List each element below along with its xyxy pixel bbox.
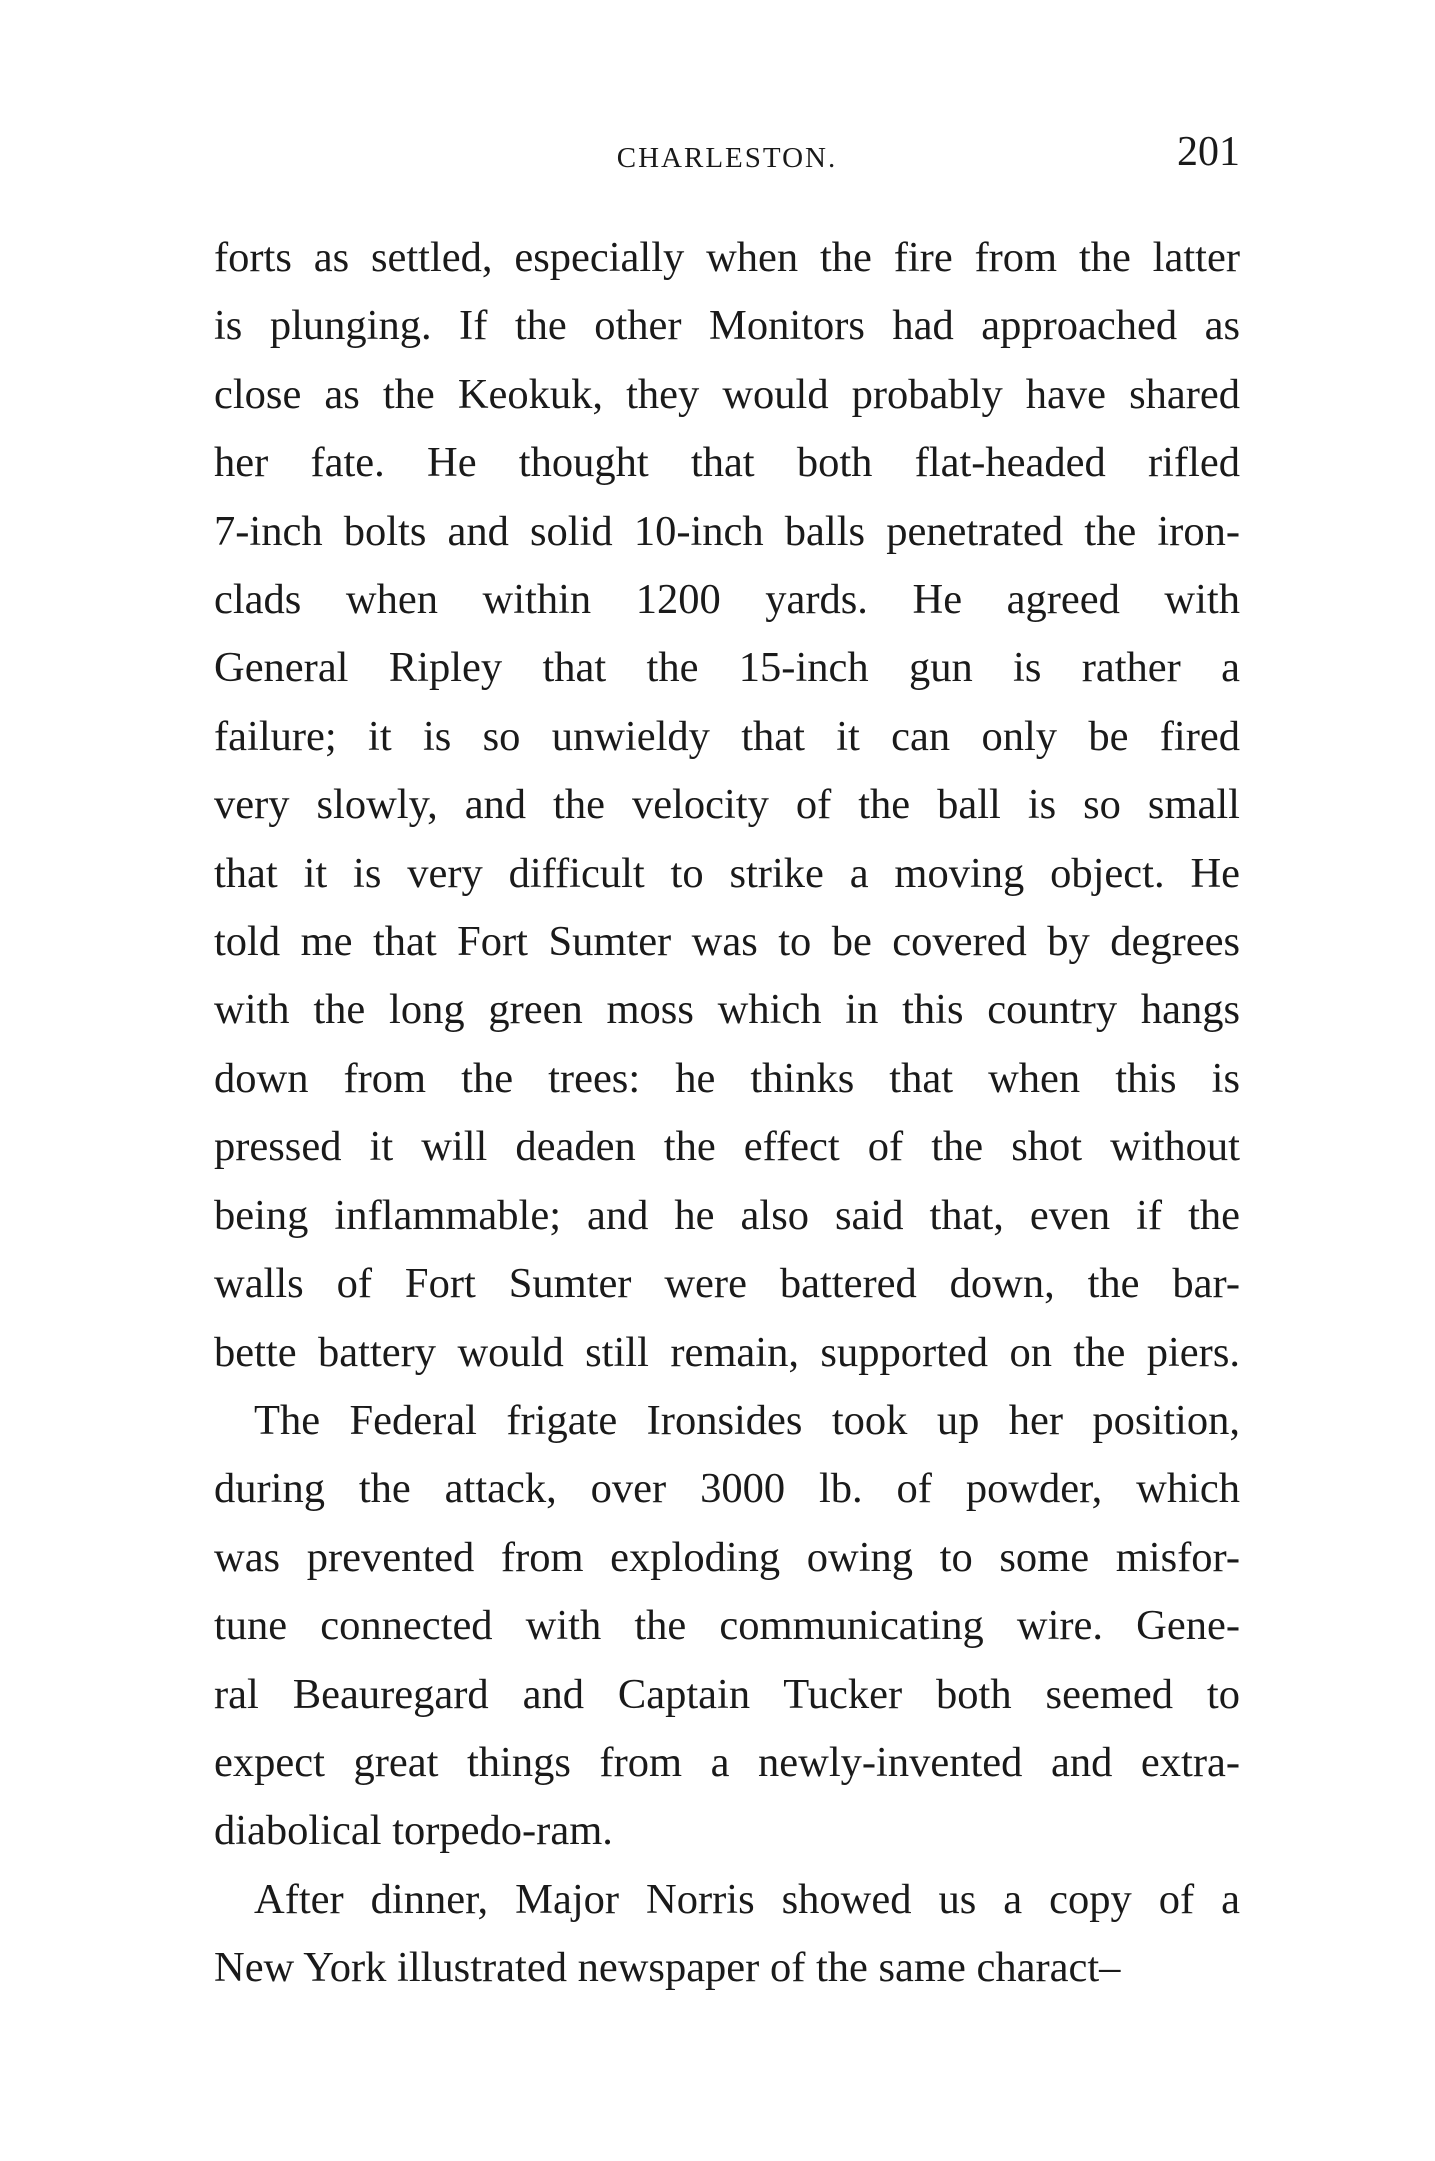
text-line: failure; it is so unwieldy that it can only be fired <box>214 712 1240 760</box>
text-line: her fate. He thought that both flat-headed rifled <box>214 439 1240 487</box>
text-line: diabolical torpedo-ram. <box>214 1807 613 1855</box>
text-line: bette battery would still remain, supported on the piers. <box>214 1328 1240 1376</box>
text-line: with the long green moss which in this country hangs <box>214 986 1240 1034</box>
text-line: pressed it will deaden the effect of the shot without <box>214 1123 1240 1171</box>
body-text <box>214 224 1240 2003</box>
text-line: forts as settled, especially when the fire from the latter <box>214 234 1240 281</box>
text-line: The Federal frigate Ironsides took up her position, <box>254 1396 1240 1444</box>
text-line: tune connected with the communicating wire. Gene- <box>214 1602 1240 1650</box>
text-line: is plunging. If the other Monitors had approached as <box>214 302 1240 350</box>
text-line: being inflammable; and he also said that, even if the <box>214 1191 1240 1239</box>
running-title: CHARLESTON. <box>616 142 838 174</box>
text-line: clads when within 1200 yards. He agreed with <box>214 576 1240 624</box>
text-line: 7-inch bolts and solid 10-inch balls penetrated the iron- <box>214 507 1240 555</box>
text-line: that it is very difficult to strike a moving object. He <box>214 849 1240 897</box>
text-line: very slowly, and the velocity of the ball is so small <box>214 781 1240 829</box>
text-line: close as the Keokuk, they would probably have shared <box>214 370 1240 418</box>
text-line: told me that Fort Sumter was to be covered by degrees <box>214 918 1240 966</box>
text-line: was prevented from exploding owing to some misfor- <box>214 1533 1240 1581</box>
text-line: expect great things from a newly-invented and extra- <box>214 1738 1240 1786</box>
page-number: 201 <box>1177 129 1240 175</box>
text-line: General Ripley that the 15-inch gun is rather a <box>214 644 1240 692</box>
text-line: down from the trees: he thinks that when this is <box>214 1054 1240 1102</box>
text-line: After dinner, Major Norris showed us a copy of a <box>254 1875 1240 1923</box>
running-head <box>214 128 1240 188</box>
text-line: New York illustrated newspaper of the same charact– <box>214 1944 1121 1992</box>
text-line: walls of Fort Sumter were battered down, the bar- <box>214 1260 1240 1308</box>
text-line: ral Beauregard and Captain Tucker both seemed to <box>214 1670 1240 1718</box>
text-line: during the attack, over 3000 lb. of powder, which <box>214 1465 1240 1513</box>
